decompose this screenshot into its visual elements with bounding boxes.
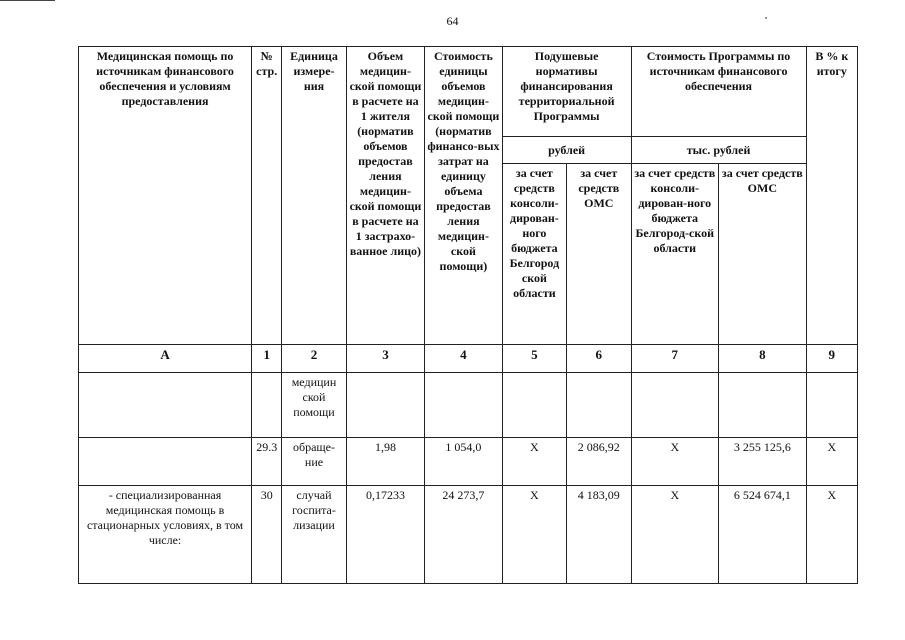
- page-number: 64: [446, 14, 459, 28]
- row-unit: медицин ской помощи: [282, 373, 346, 438]
- row-description: [79, 373, 252, 438]
- header-budget-program: за счет средств консоли-дирован-ного бюджета Белгород-ской области: [631, 164, 719, 345]
- row-percent: Х: [806, 486, 857, 584]
- row-number: [252, 373, 282, 438]
- header-rubles: рублей: [502, 137, 631, 164]
- index-cell: 7: [631, 345, 719, 373]
- row-number: 29.3: [252, 438, 282, 486]
- header-thousand-rubles: тыс. рублей: [631, 137, 806, 164]
- header-percent: В % к итогу: [806, 47, 857, 345]
- header-row-1: [79, 47, 858, 137]
- index-cell: 2: [282, 345, 346, 373]
- program-cost-table: [78, 46, 858, 584]
- row-unit: случай госпита-лизации: [282, 486, 346, 584]
- row-budget-program: [631, 373, 719, 438]
- row-percent: Х: [806, 438, 857, 486]
- table-row: [79, 486, 858, 584]
- index-cell: 9: [806, 345, 857, 373]
- table-row: [79, 373, 858, 438]
- row-description: - специализированная медицинская помощь в стационарных условиях, в том числе:: [79, 486, 252, 584]
- row-unit-cost: 1 054,0: [425, 438, 502, 486]
- row-oms-per-capita: 4 183,09: [567, 486, 631, 584]
- header-program-cost: Стоимость Программы по источникам финансового обеспечения: [631, 47, 806, 137]
- row-volume: 0,17233: [346, 486, 425, 584]
- row-oms-per-capita: 2 086,92: [567, 438, 631, 486]
- header-per-capita: Подушевые нормативы финансирования территориальной Программы: [502, 47, 631, 137]
- row-unit-cost: 24 273,7: [425, 486, 502, 584]
- row-unit: обраще-ние: [282, 438, 346, 486]
- row-oms-program: [719, 373, 807, 438]
- scan-speck: [765, 17, 767, 19]
- header-line-number: № стр.: [252, 47, 282, 345]
- row-budget-per-capita: Х: [502, 486, 566, 584]
- row-percent: [806, 373, 857, 438]
- row-description: [79, 438, 252, 486]
- header-oms-program: за счет средств ОМС: [719, 164, 807, 345]
- header-oms-per-capita: за счет средств ОМС: [567, 164, 631, 345]
- index-cell: 5: [502, 345, 566, 373]
- row-budget-program: Х: [631, 486, 719, 584]
- table-row: [79, 438, 858, 486]
- index-cell: 4: [425, 345, 502, 373]
- header-unit-cost: Стоимость единицы объемов медицин-ской помощи (норматив финансо-вых затрат на единицу объема предостав ления медицин-ской помощи): [425, 47, 502, 345]
- scan-edge-mark: [0, 0, 55, 1]
- column-index-row: [79, 345, 858, 373]
- header-medical-care: Медицинская помощь по источникам финансового обеспечения и условиям предоставления: [79, 47, 252, 345]
- index-cell: А: [79, 345, 252, 373]
- index-cell: 3: [346, 345, 425, 373]
- index-cell: 8: [719, 345, 807, 373]
- row-number: 30: [252, 486, 282, 584]
- index-cell: 6: [567, 345, 631, 373]
- row-volume: [346, 373, 425, 438]
- row-unit-cost: [425, 373, 502, 438]
- header-budget-per-capita: за счет средств консоли-дирован-ного бюджета Белгород ской области: [502, 164, 566, 345]
- row-volume: 1,98: [346, 438, 425, 486]
- row-oms-program: 6 524 674,1: [719, 486, 807, 584]
- row-oms-program: 3 255 125,6: [719, 438, 807, 486]
- index-cell: 1: [252, 345, 282, 373]
- header-unit: Единица измере-ния: [282, 47, 346, 345]
- row-budget-per-capita: [502, 373, 566, 438]
- row-oms-per-capita: [567, 373, 631, 438]
- row-budget-per-capita: Х: [502, 438, 566, 486]
- header-volume: Объем медицин-ской помощи в расчете на 1 жителя (норматив объемов предостав ления медицин-ской помощи в расчете на 1 застрахо-ванное лицо): [346, 47, 425, 345]
- row-budget-program: Х: [631, 438, 719, 486]
